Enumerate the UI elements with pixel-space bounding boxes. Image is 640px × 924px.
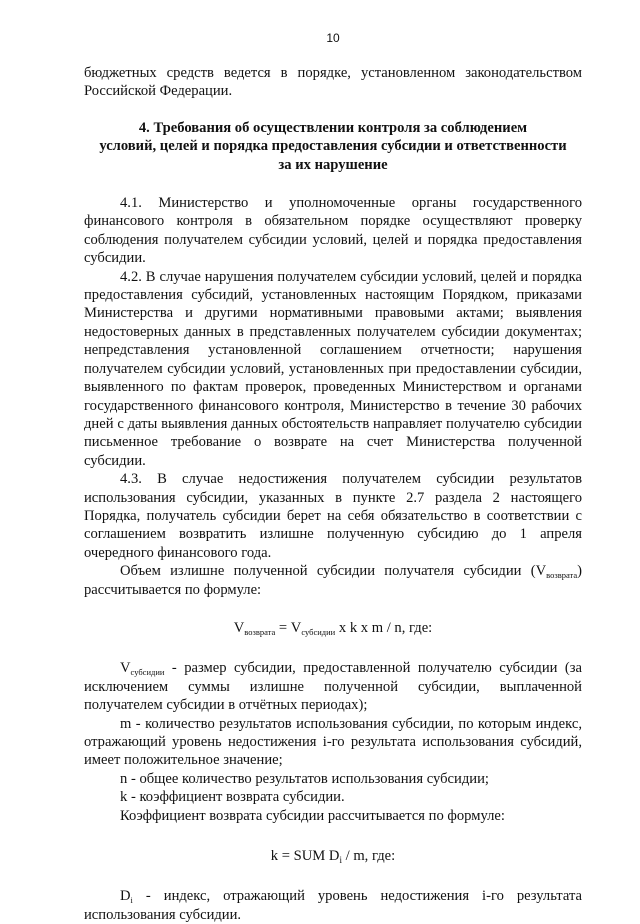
paragraph-coefficient: Коэффициент возврата субсидии рассчитывается по формуле: [120, 807, 505, 824]
document-body [84, 64, 582, 924]
def-v-text: - размер субсидии, предоставленной получателю субсидии (за исключением суммы излишне полученной субсидии, выплаченной получателем субсидии в отчётных периодах); [84, 660, 582, 714]
def-d-letter: D [120, 888, 131, 905]
volume-subscript: возврата [546, 570, 578, 581]
volume-text-after: ) рассчитывается по формуле: [84, 563, 582, 598]
formula1-v: V [233, 619, 245, 636]
section-title-line-1: 4. Требования об осуществлении контроля за соблюдением [138, 119, 528, 136]
formula1-s-sub: субсидии [301, 626, 336, 637]
def-d-text: - индекс, отражающий уровень недостижения i-го результата использования субсидии. [84, 888, 582, 923]
paragraph-volume [84, 562, 582, 599]
paragraph-4-2: 4.2. В случае нарушения получателем субсидии условий, целей и порядка предоставления субсидий, установленных настоящим Порядком, приказами Министерства и другими нормативными правовыми актами; выявления недостоверных данных в представленных получателем субсидии документах; непредставления установленной соглашением отчетности; нарушения получателем субсидии условий, установленных при предоставлении субсидии, выявленного по фактам проверок, проведенных Министерством и органами государственного финансового контроля, Министерство в течение 30 рабочих дней с даты выявления данных обстоятельств направляет получателю субсидии письменное требование о возврате на счет Министерства полученной субсидии. [84, 268, 582, 469]
definition-d [84, 887, 582, 924]
definition-m: m - количество результатов использования субсидии, по которым индекс, отражающий уровень недостижения i-го результата использования субсидий, имеет положительное значение; [84, 715, 582, 769]
section-title [84, 119, 582, 174]
paragraph-4-1: 4.1. Министерство и уполномоченные органы государственного финансового контроля в обязательном порядке осуществляют проверку соблюдения получателем субсидии условий, целей и порядка предоставления субсидии. [84, 195, 582, 267]
formula1-eq: = V [275, 619, 302, 636]
formula2-before: k = SUM D [270, 848, 340, 865]
formula1-v-sub: возврата [244, 626, 276, 637]
formula2-after: / m, где: [341, 848, 396, 865]
page-number: 10 [326, 31, 340, 45]
definition-n: n - общее количество результатов использования субсидии; [120, 770, 489, 787]
definition-k: k - коэффициент возврата субсидии. [120, 789, 345, 806]
formula1-rest: x k x m / n, где: [335, 619, 433, 636]
def-v-letter: V [120, 660, 131, 677]
formula2-sub: i [339, 855, 342, 866]
section-title-line-3: за их нарушение [278, 156, 388, 173]
definition-v-subsidy [84, 659, 582, 714]
def-v-sub: субсидии [130, 667, 165, 678]
intro-paragraph: бюджетных средств ведется в порядке, установленном законодательством Российской Федерации. [84, 65, 582, 100]
formula-coefficient [84, 847, 582, 865]
paragraph-4-3: 4.3. В случае недостижения получателем субсидии результатов использования субсидии, указанных в пункте 2.7 раздела 2 настоящего Порядка, получатель субсидии берет на себя обязательство в соответствии с соглашением возвратить излишне полученную субсидию до 1 апреля очередного финансового года. [84, 471, 582, 561]
volume-text-before: Объем излишне полученной субсидии получателя субсидии (V [120, 563, 547, 580]
def-d-sub: i [130, 895, 133, 906]
formula-refund-volume [84, 619, 582, 637]
section-title-line-2: условий, целей и порядка предоставления субсидии и ответственности [99, 138, 567, 155]
